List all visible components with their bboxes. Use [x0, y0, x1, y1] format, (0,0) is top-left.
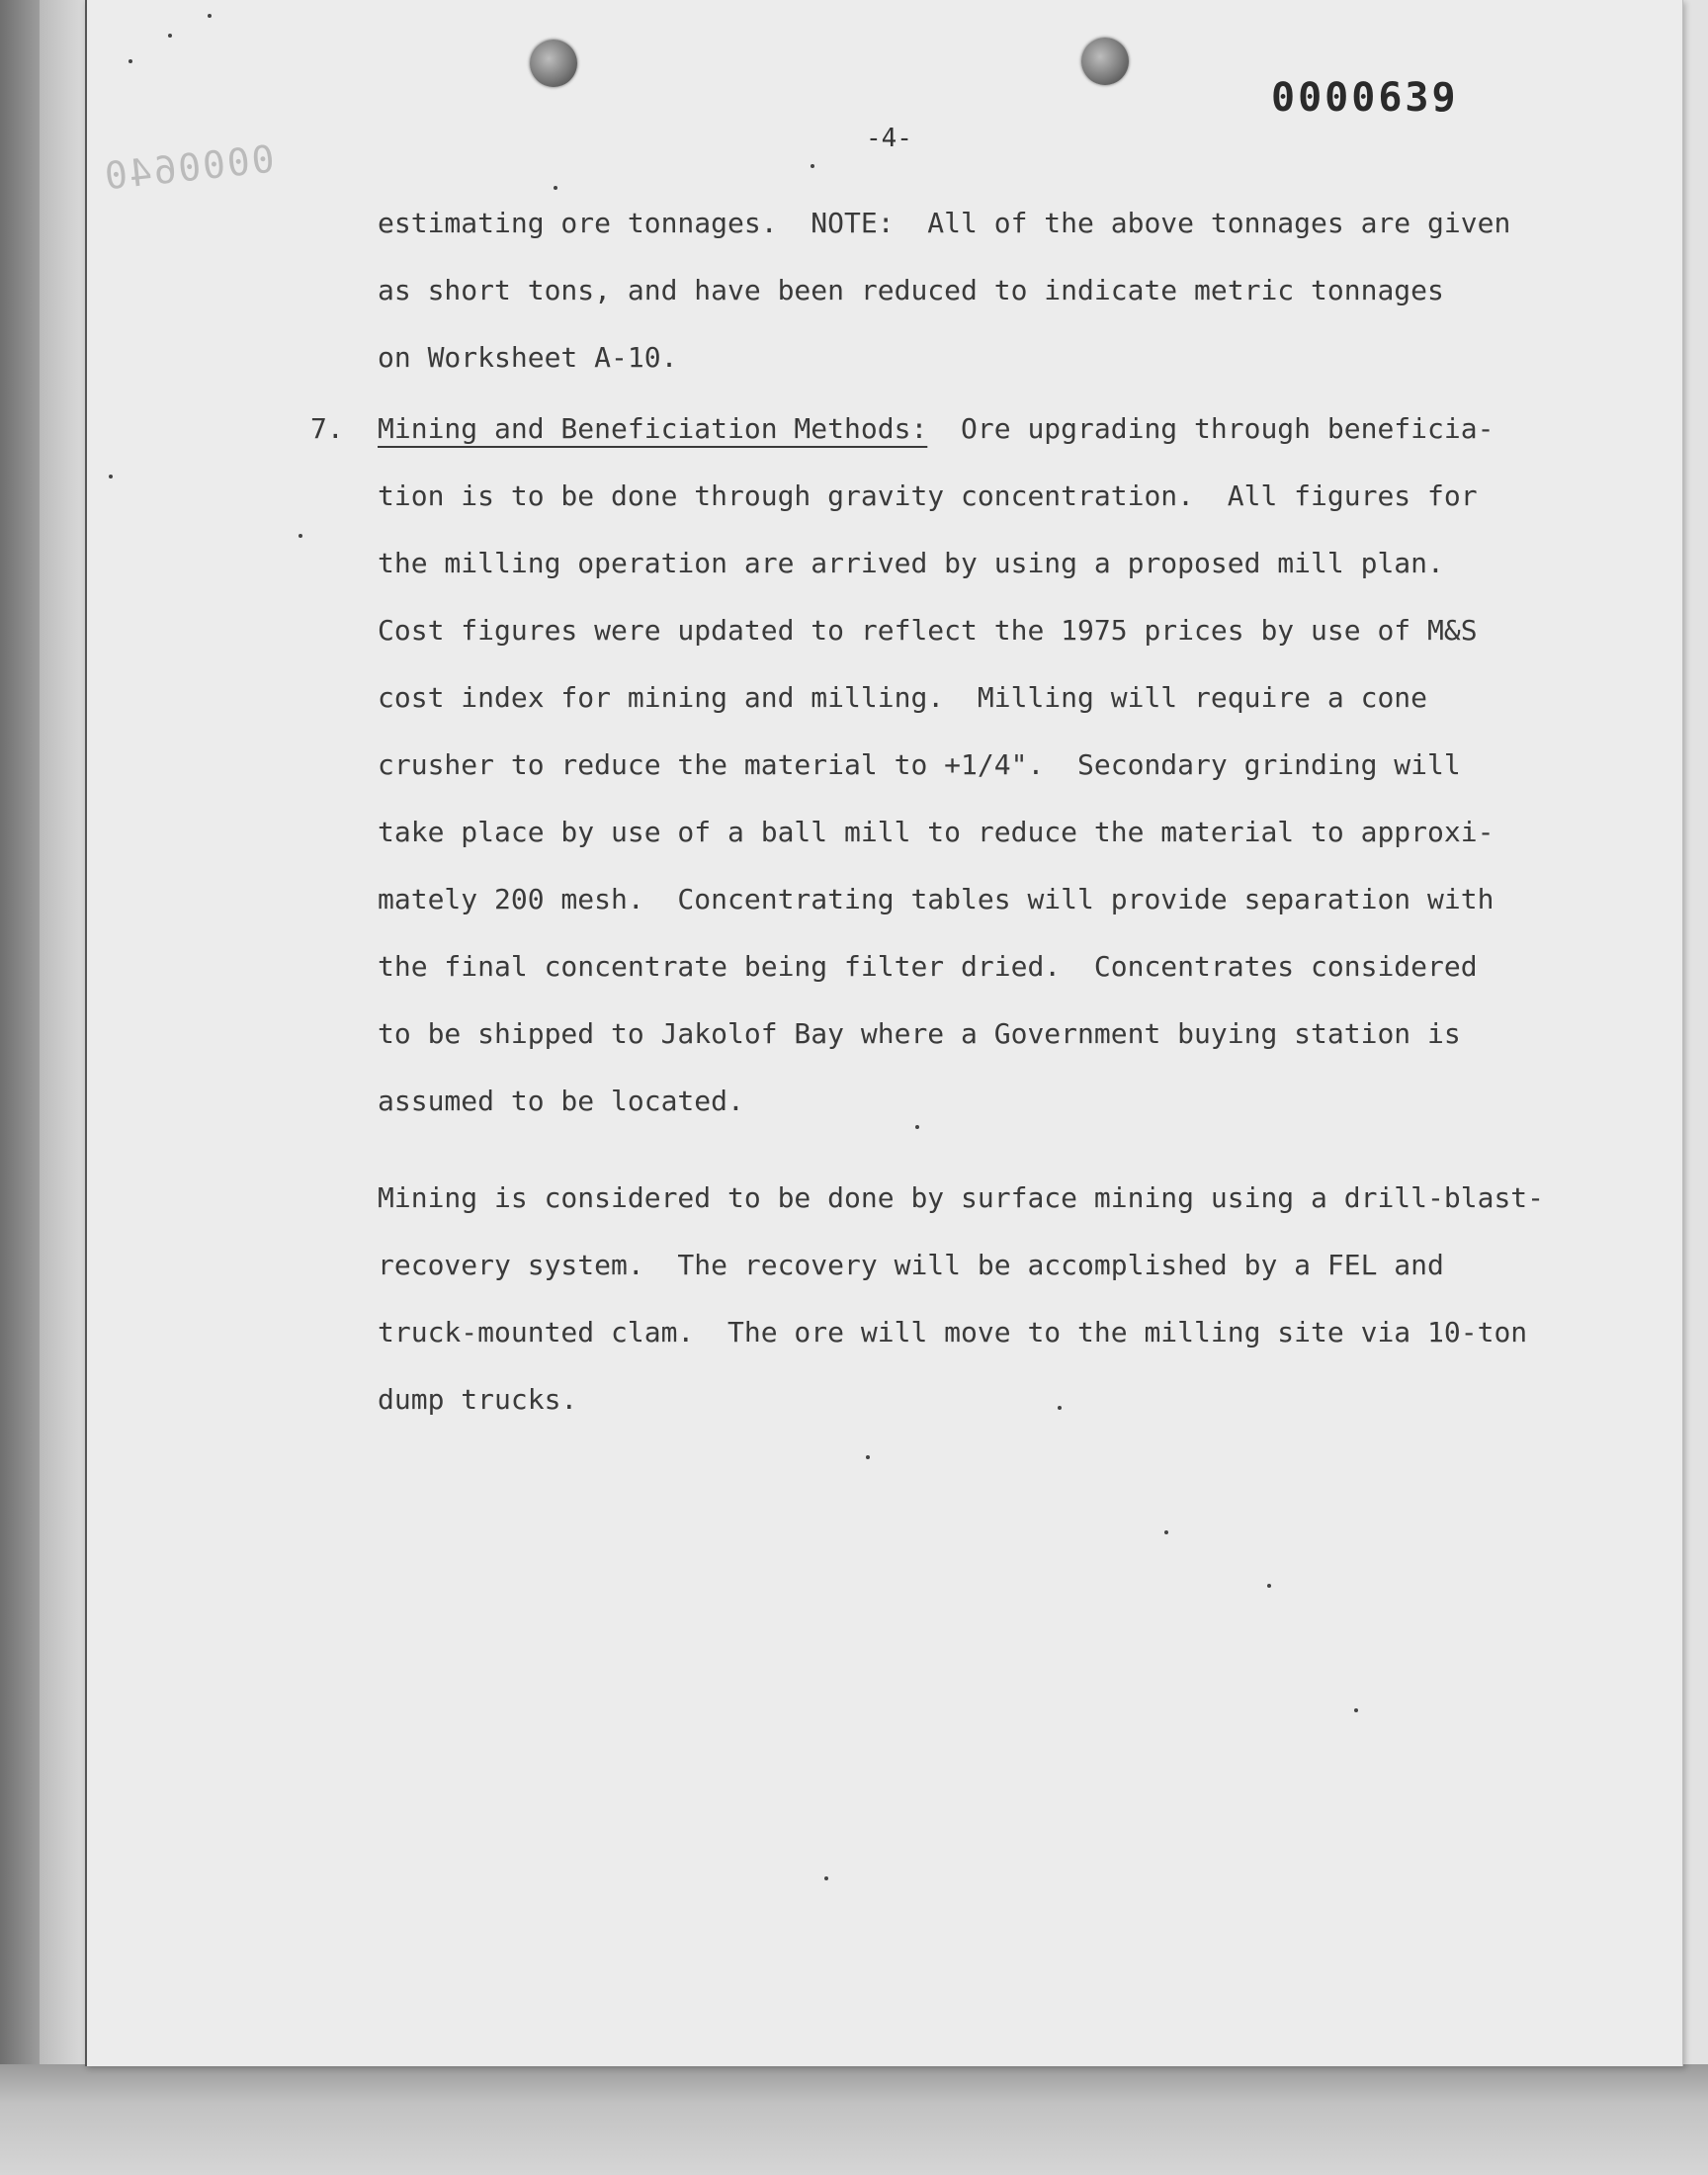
bleed-through-stamp: 0000640 [100, 136, 277, 199]
scan-speck [128, 59, 132, 63]
text-line: the milling operation are arrived by using a proposed mill plan. [378, 547, 1444, 579]
paragraph-mining-methods [378, 395, 1544, 1135]
text-line: crusher to reduce the material to +1/4". Secondary grinding will [378, 748, 1461, 781]
text-line: Cost figures were updated to reflect the 1975 prices by use of M&S [378, 614, 1478, 647]
punch-hole-icon [530, 40, 577, 87]
scan-speck [168, 34, 172, 38]
text-line: mately 200 mesh. Concentrating tables will provide separation with [378, 883, 1494, 915]
scan-speck [1267, 1584, 1271, 1588]
text-line: to be shipped to Jakolof Bay where a Government buying station is [378, 1017, 1461, 1050]
scan-bottom-shadow [0, 2064, 1708, 2175]
scan-speck [915, 1125, 919, 1129]
document-stamp-number: 0000639 [1271, 75, 1459, 121]
section-heading: Mining and Beneficiation Methods: [378, 412, 928, 445]
text-line: estimating ore tonnages. NOTE: All of the above tonnages are given [378, 207, 1511, 239]
scan-speck [824, 1876, 828, 1880]
text-line-rest: Ore upgrading through beneficia- [927, 412, 1494, 445]
scan-speck [1058, 1406, 1062, 1410]
paragraph-surface-mining [378, 1165, 1544, 1434]
text-line: assumed to be located. [378, 1085, 744, 1117]
scan-speck [811, 164, 814, 168]
text-line: dump trucks. [378, 1383, 578, 1416]
text-line [378, 395, 1544, 463]
text-line: cost index for mining and milling. Milling will require a cone [378, 681, 1428, 714]
scan-speck [1354, 1708, 1358, 1712]
scan-speck [866, 1455, 870, 1459]
text-line: Mining is considered to be done by surface mining using a drill-blast- [378, 1181, 1545, 1214]
punch-hole-icon [1081, 38, 1129, 85]
text-line: take place by use of a ball mill to reduce the material to approxi- [378, 816, 1494, 848]
paragraph-tonnage-note [378, 190, 1544, 392]
scan-binding-edge [0, 0, 40, 2175]
text-line: as short tons, and have been reduced to indicate metric tonnages [378, 274, 1444, 306]
scan-speck [208, 14, 212, 18]
text-line: tion is to be done through gravity concentration. All figures for [378, 479, 1478, 512]
text-line: on Worksheet A-10. [378, 341, 678, 374]
text-line: truck-mounted clam. The ore will move to the milling site via 10-ton [378, 1316, 1528, 1348]
scan-speck [554, 186, 557, 190]
text-line: the final concentrate being filter dried. Concentrates considered [378, 950, 1478, 983]
scan-speck [1164, 1530, 1168, 1534]
page-number: -4- [866, 124, 912, 153]
scan-speck [299, 534, 302, 538]
scan-speck [109, 475, 113, 478]
text-line: recovery system. The recovery will be accomplished by a FEL and [378, 1249, 1444, 1281]
item-number: 7. [310, 412, 344, 445]
